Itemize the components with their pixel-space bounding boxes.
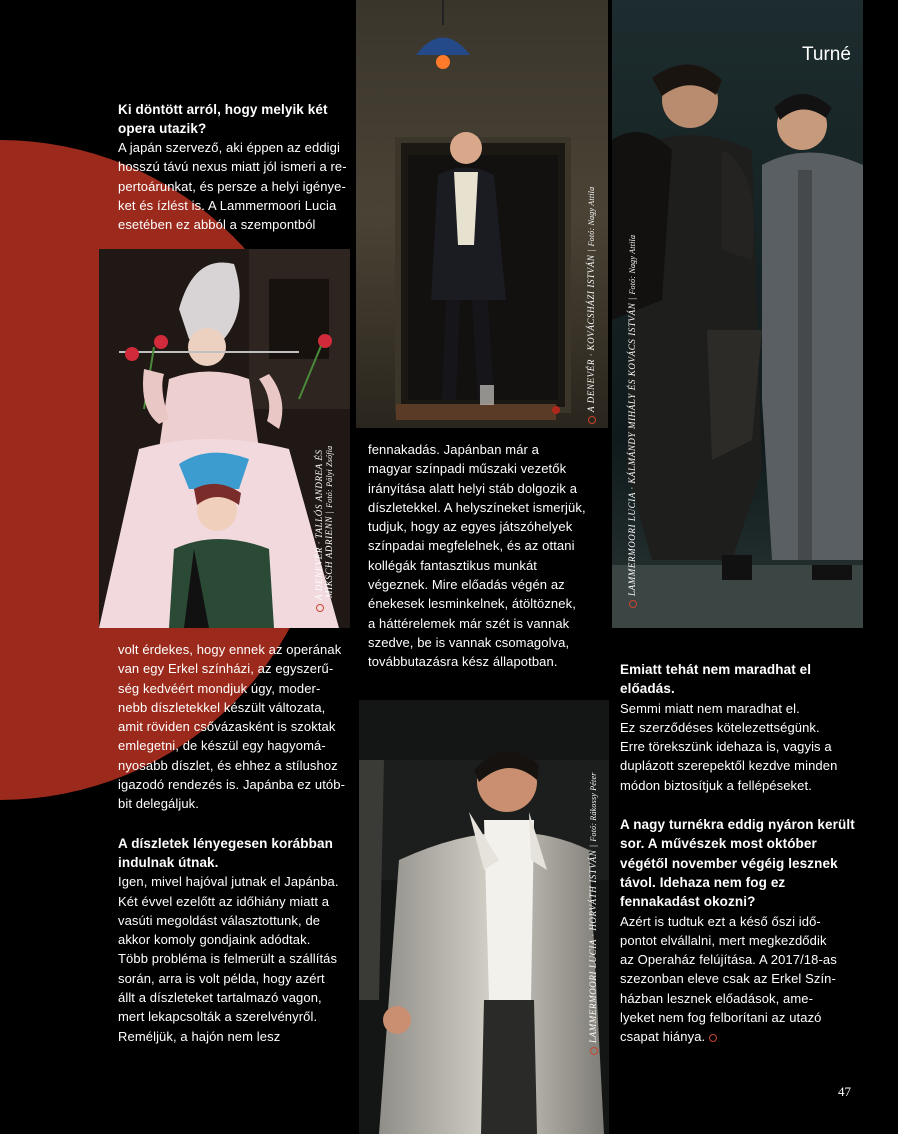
ring-icon [629, 600, 637, 608]
text-line: ket és ízlést is. A Lammermoori Lucia [118, 197, 337, 213]
text-line: van egy Erkel színházi, az egyszerű- [118, 661, 334, 677]
text-line: pontot elvállalni, mert megkezdődik [620, 932, 827, 948]
text-line: Erre törekszünk idehaza is, vagyis a [620, 739, 832, 755]
text-line: Két évvel ezelőtt az időhiány miatt a [118, 893, 330, 909]
caption-photo4: LAMMERMOORI LUCIA · HORVÁTH ISTVÁN | Fotó: Rákossy Péter [588, 772, 598, 1055]
text-line: énekesek lesminkelnek, átöltöznek, [368, 596, 576, 612]
text-line: nebb díszletekkel készült változata, [118, 699, 326, 715]
text-line: szezonban eleve csak az Erkel Szín- [620, 971, 836, 987]
text-line: színpadai megfelelnek, és az ottani [368, 538, 575, 554]
page-number: 47 [838, 1084, 851, 1099]
photo-lucia-kalmandy-kovacs [612, 0, 863, 628]
text-line: bit delegáljuk. [118, 796, 199, 812]
question-heading: Ki döntött arról, hogy melyik két opera utazik? [118, 102, 328, 136]
text-line: Azért is tudtuk ezt a késő őszi idő- [620, 913, 821, 929]
text-line: az Operaház felújítása. A 2017/18-as [620, 952, 837, 968]
text-line: tudjuk, hogy az egyes játszóhelyek [368, 519, 573, 535]
text-line: Több probléma is felmerült a szállítás [118, 951, 338, 967]
text-line: házban lesznek előadások, ame- [620, 990, 814, 1006]
text-line: igazodó rendezés is. Japánba ez utób- [118, 777, 346, 793]
end-mark-icon [709, 1034, 717, 1042]
caption-photo3: LAMMERMOORI LUCIA · KÁLMÁNDY MIHÁLY ÉS KOVÁCS ISTVÁN | Fotó: Nagy Attila [627, 235, 637, 608]
text-line: végeznek. Mire előadás végén az [368, 577, 565, 593]
text-line: vasúti megoldást választottunk, de [118, 912, 321, 928]
text-line: akkor komoly gondjaink adódtak. [118, 932, 311, 948]
text-line: irányítása alatt helyi stáb dolgozik a [368, 480, 578, 496]
text-line-end: csapat hiánya. [620, 1029, 706, 1045]
text-line: lyeket nem fog felborítani az utazó [620, 1010, 822, 1026]
text-line: Reméljük, a hajón nem lesz [118, 1028, 281, 1044]
text-line: esetében ez abból a szempontból [118, 217, 316, 233]
text-line: emlegetni, de készül egy hagyomá- [118, 738, 326, 754]
text-line: ség kedvéért mondjuk úgy, moder- [118, 680, 321, 696]
text-line: pertoárunkat, és persze a helyi igénye- [118, 178, 346, 194]
text-line: hosszú távú nexus miatt jól ismeri a re- [118, 159, 347, 175]
text-line: módon biztosítjuk a fellépéseket. [620, 777, 812, 793]
photo-denever-kovacshazi [356, 0, 608, 428]
text-line: Igen, mivel hajóval jutnak el Japánba. [118, 874, 339, 890]
col1-bottom-text [118, 640, 353, 1046]
text-line: fennakadás. Japánban már a [368, 442, 539, 457]
question-heading: Emiatt tehát nem maradhat el előadás. [620, 662, 812, 697]
text-line: magyar színpadi műszaki vezetők [368, 461, 567, 477]
text-line: A japán szervező, aki éppen az eddigi [118, 140, 340, 155]
caption-photo1: A DENEVÉR · TALLÓS ANDREA ÉS MIKSCH ADRIENN | Fotó: Pályi Zsófia [314, 446, 334, 612]
text-line: kollégák fantasztikus munkát [368, 557, 537, 573]
text-line: volt érdekes, hogy ennek az operának [118, 642, 342, 657]
text-line: szedve, be is vannak csomagolva, [368, 634, 570, 650]
text-line: díszletekkel. A helyszíneket ismerjük, [368, 499, 586, 515]
text-line: továbbutazásra kész állapotban. [368, 654, 558, 670]
photo-lucia-horvath [359, 700, 609, 1134]
col2-text [368, 440, 608, 672]
text-line: duplázott szerepektől kezdve minden [620, 758, 838, 774]
col3-text [620, 660, 865, 1047]
text-line: nyosabb díszlet, és ehhez a stílushoz [118, 757, 338, 773]
section-label: Turné [802, 44, 851, 65]
col1-top-text [118, 100, 348, 234]
photo-denever-tallos-miksch [99, 249, 350, 628]
text-line: a háttérelemek már szét is vannak [368, 615, 570, 631]
text-line: amit röviden csővázasként is szoktak [118, 719, 336, 735]
ring-icon [316, 604, 324, 612]
question-heading: A díszletek lényegesen korábban indulnak útnak. [118, 835, 333, 870]
question-heading: A nagy turnékra eddig nyáron került sor. A művészek most október végétől november végéig lesznek távol. Idehaza nem fog ez fennakadást okozni? [620, 817, 855, 910]
text-line: állt a díszleteket tartalmazó vagon, [118, 990, 322, 1006]
text-line: mert lekapcsolták a szerelvényről. [118, 1009, 318, 1025]
text-line: során, arra is volt példa, hogy azért [118, 970, 325, 986]
text-line [620, 1027, 865, 1046]
ring-icon [588, 416, 596, 424]
text-line: Ez szerződéses kötelezettségünk. [620, 719, 820, 735]
ring-icon [590, 1047, 598, 1055]
text-line: Semmi miatt nem maradhat el. [620, 700, 800, 716]
caption-photo2: A DENEVÉR · KOVÁCSHÁZI ISTVÁN | Fotó: Nagy Attila [586, 187, 596, 424]
